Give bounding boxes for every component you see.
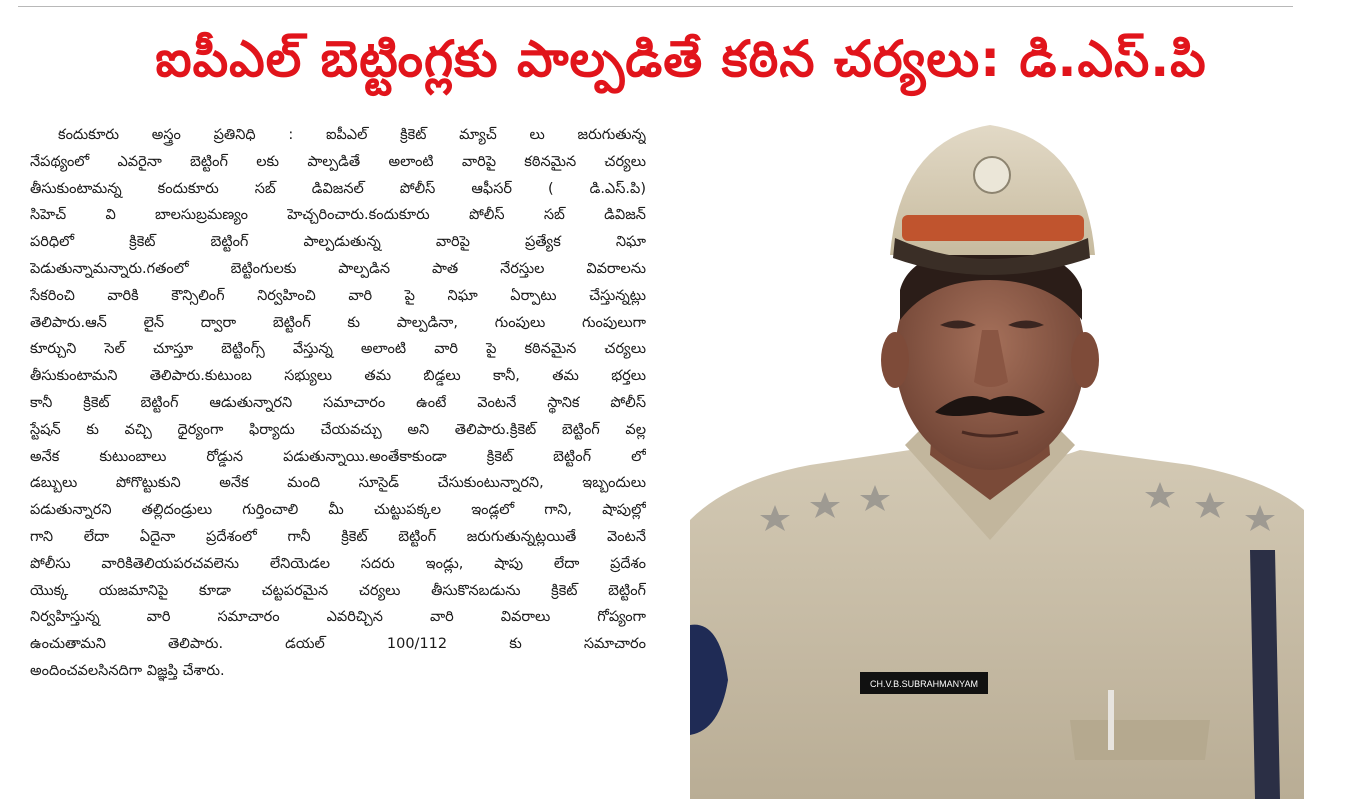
pen (1108, 690, 1114, 750)
cap-band (902, 215, 1084, 241)
article-line: సేకరించి వారికి కౌన్సిలింగ్ నిర్వహించి వారి పై నిఘా ఏర్పాటు చేస్తున్నట్లు (30, 287, 646, 304)
article-line: పరిధిలో క్రికెట్ బెట్టింగ్ పాల్పడుతున్న వారిపై ప్రత్యేక నిఘా (30, 234, 646, 251)
article-line: కందుకూరు అస్త్రం ప్రతినిధి : ఐపీఎల్ క్రికెట్ మ్యాచ్ లు జరుగుతున్న (58, 127, 646, 143)
article-line: డబ్బులు పోగొట్టుకుని అనేక మంది సూసైడ్ చేసుకుంటున్నారని, ఇబ్బందులు (30, 475, 646, 492)
left-ear (881, 332, 909, 388)
article-line: కానీ క్రికెట్ బెట్టింగ్ ఆడుతున్నారని సమాచారం ఉంటే వెంటనే స్థానిక పోలీస్ (30, 394, 646, 411)
name-plate-text: CH.V.B.SUBRAHMANYAM (869, 679, 979, 689)
article-line: నిర్వహిస్తున్న వారి సమాచారం ఎవరిచ్చిన వారి వివరాలు గోప్యంగా (30, 609, 646, 626)
article-line: అందించవలసినదిగా విజ్ఞప్తి చేశారు. (30, 662, 225, 679)
article-line: సిహెచ్ వి బాలసుబ్రమణ్యం హెచ్చరించారు.కందుకూరు పోలీస్ సబ్ డివిజన్ (30, 207, 646, 224)
right-ear (1071, 332, 1099, 388)
officer-photo (690, 120, 1304, 799)
article-line: తీసుకుంటామన్న కందుకూరు సబ్ డివిజనల్ పోలీస్ ఆఫీసర్ ( డి.ఎస్.పి) (30, 180, 646, 197)
article-line: పడుతున్నారని తల్లిదండ్రులు గుర్తించాలి మీ చుట్టుపక్కల ఇండ్లలో గాని, షాపుల్లో (30, 502, 646, 519)
cap-badge (974, 157, 1010, 193)
article-line: స్టేషన్ కు వచ్చి ధైర్యంగా ఫిర్యాదు చేయవచ్చు అని తెలిపారు.క్రికెట్ బెట్టింగ్ వల్ల (30, 421, 646, 438)
article-line: నేపథ్యంలో ఎవరైనా బెట్టింగ్ లకు పాల్పడితే అలాంటి వారిపై కఠినమైన చర్యలు (30, 153, 646, 170)
article-line: అనేక కుటుంబాలు రోడ్డున పడుతున్నాయి.అంతేకాకుండా క్రికెట్ బెట్టింగ్ లో (30, 448, 646, 465)
cross-strap (1250, 550, 1280, 799)
article-line: గాని లేదా ఏదైనా ప్రదేశంలో గానీ క్రికెట్ బెట్టింగ్ జరుగుతున్నట్లయితే వెంటనే (30, 528, 646, 545)
officer-illustration (690, 120, 1304, 799)
headline: ఐపీఎల్ బెట్టింగ్లకు పాల్పడితే కఠిన చర్యలు: డి.ఎస్.పి (155, 30, 1207, 88)
pocket-flap (1070, 720, 1210, 760)
article-body (30, 122, 646, 685)
top-rule (18, 6, 1293, 7)
article-line: తీసుకుంటామని తెలిపారు.కుటుంబ సభ్యులు తమ బిడ్డలు కానీ, తమ భర్తలు (30, 368, 646, 385)
article-line: పెడుతున్నామన్నారు.గతంలో బెట్టింగులకు పాల్పడిన పాత నేరస్తుల వివరాలను (30, 260, 646, 277)
article-line: ఉంచుతామని తెలిపారు. డయల్ 100/112 కు సమాచారం (30, 636, 646, 653)
article-line: యొక్క యజమానిపై కూడా చట్టపరమైన చర్యలు తీసుకొనబడును క్రికెట్ బెట్టింగ్ (30, 582, 646, 599)
article-line: తెలిపారు.ఆన్ లైన్ ద్వారా బెట్టింగ్ కు పాల్పడినా, గుంపులు గుంపులుగా (30, 314, 646, 331)
article-line: పోలీసు వారికితెలియపరచవలెను లేనియెడల సదరు ఇండ్లు, షాపు లేదా ప్రదేశం (30, 555, 646, 572)
article-line: కూర్చుని సెల్ చూస్తూ బెట్టింగ్స్ వేస్తున్న అలాంటి వారి పై కఠినమైన చర్యలు (30, 341, 646, 358)
